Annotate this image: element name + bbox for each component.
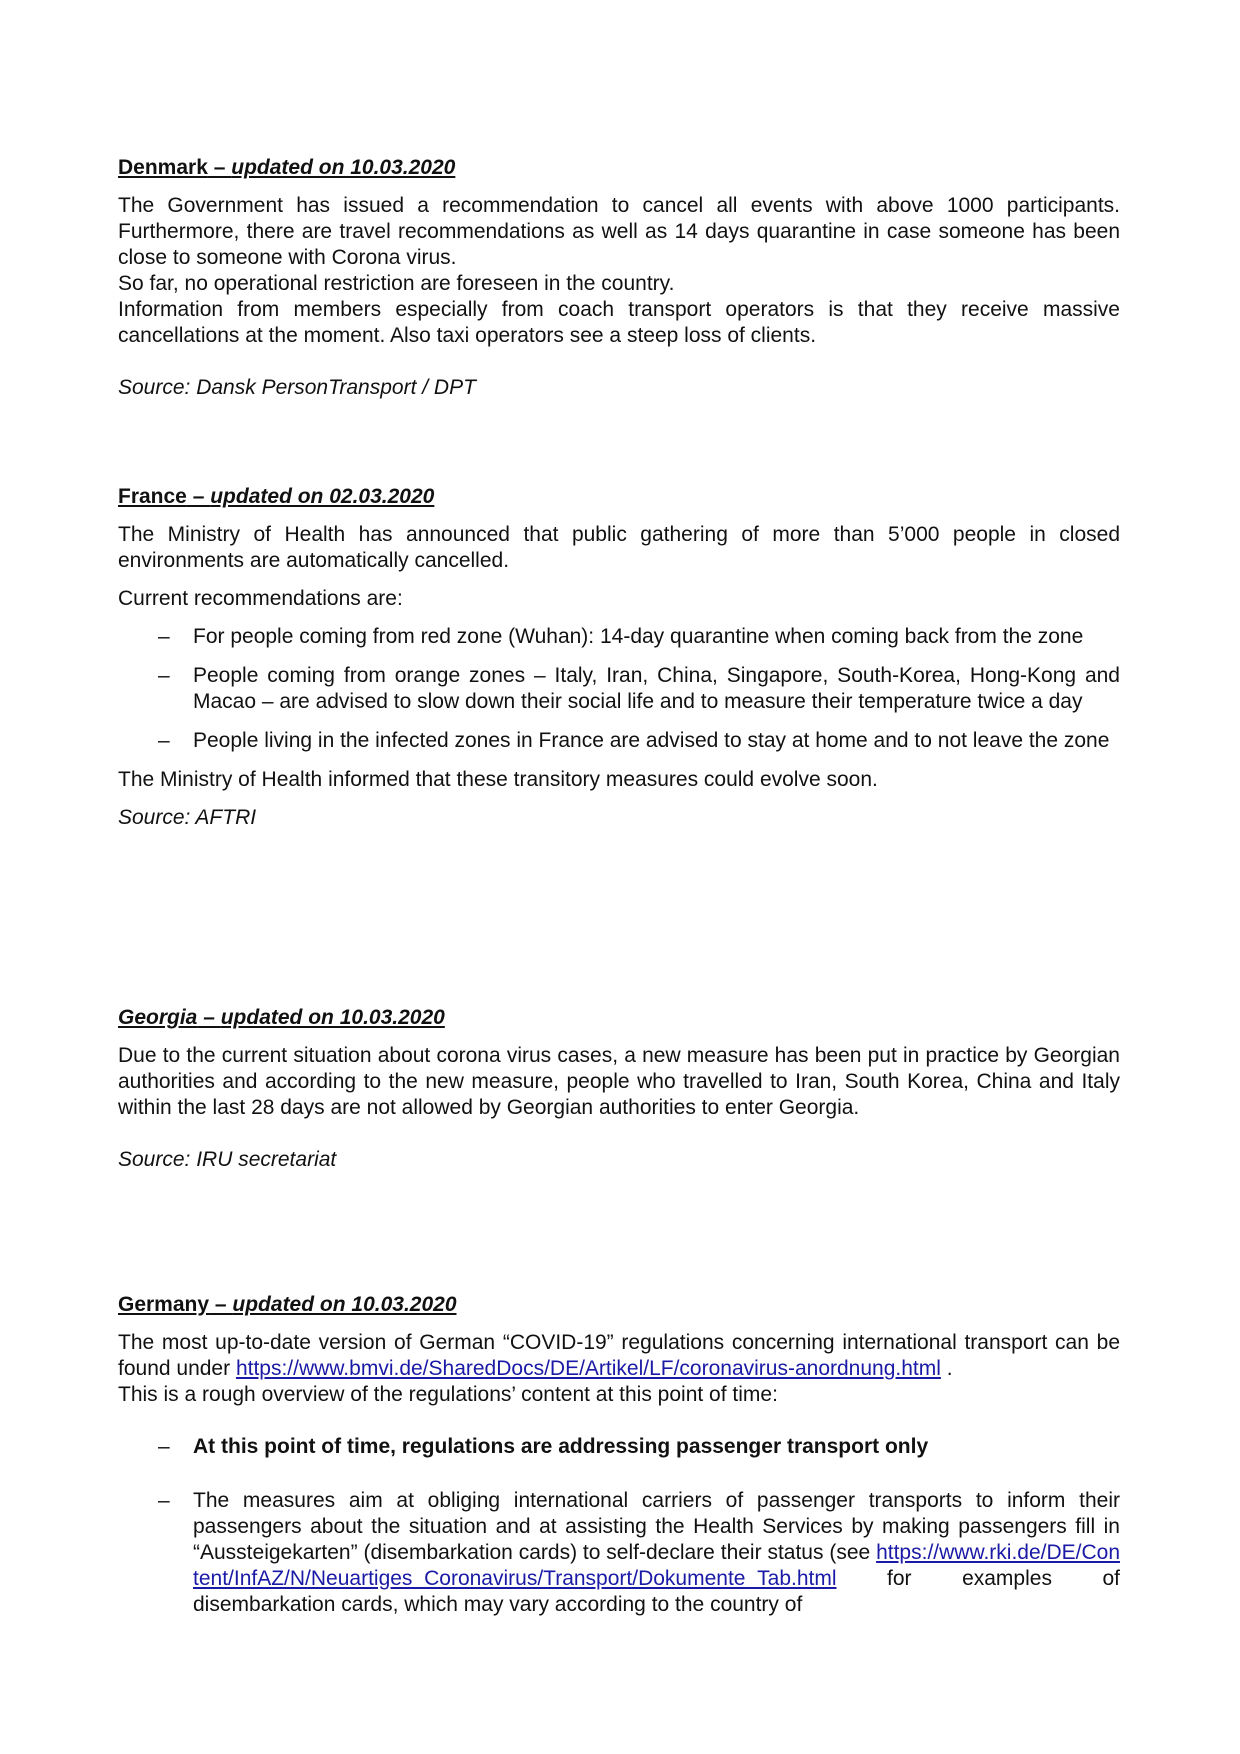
rki-link[interactable]: https://www.rki.de/DE/Content/InfAZ/N/Neuartiges_Coronavirus/Transport/Dokumente_Tab.html xyxy=(193,1541,1120,1590)
list-item: – At this point of time, regulations are addressing passenger transport only xyxy=(158,1435,929,1458)
body-paragraph: So far, no operational restriction are foreseen in the country. xyxy=(118,272,675,295)
section-denmark xyxy=(118,155,1120,401)
list-item: – The measures aim at obliging international carriers of passenger transports to inform their passengers about the situation and at assisting the Health Services by making passengers fill in “Aussteigekarten” (disembarkation cards) to self-declare their status (see https://www.rki.de/DE/Content/InfAZ/N/Neuartiges_Coronavirus/Transport/Dokumente_Tab.html for examples of disembarkation cards, which may vary according to the country of xyxy=(158,1489,1120,1616)
body-paragraph: The Government has issued a recommendation to cancel all events with above 1000 participants. Furthermore, there are travel recommendations as well as 14 days quarantine in case someone has been close to someone with Corona virus. xyxy=(118,194,1120,269)
section-heading: France – updated on 02.03.2020 xyxy=(118,485,435,508)
regulation-list xyxy=(118,1434,1120,1618)
dash-bullet-icon: – xyxy=(158,625,170,648)
body-paragraph: Due to the current situation about corona virus cases, a new measure has been put in practice by Georgian authorities and according to the new measure, people who travelled to Iran, South Korea, China and Italy within the last 28 days are not allowed by Georgian authorities to enter Georgia. xyxy=(118,1044,1120,1119)
country-name: Georgia xyxy=(118,1006,198,1029)
country-name: Denmark xyxy=(118,156,208,179)
updated-date: updated on 10.03.2020 xyxy=(220,1006,445,1029)
bmvi-link[interactable]: https://www.bmvi.de/SharedDocs/DE/Artikel/LF/coronavirus-anordnung.html xyxy=(235,1357,941,1380)
section-georgia xyxy=(118,1005,1120,1173)
dash-bullet-icon: – xyxy=(158,664,170,687)
source-line: Source: IRU secretariat xyxy=(118,1148,337,1171)
body-paragraph: The Ministry of Health informed that these transitory measures could evolve soon. xyxy=(118,768,878,791)
source-line: Source: AFTRI xyxy=(118,806,257,829)
country-name: Germany xyxy=(118,1293,210,1316)
updated-date: updated on 10.03.2020 xyxy=(232,1293,457,1316)
body-paragraph: The Ministry of Health has announced that public gathering of more than 5’000 people in closed environments are automatically cancelled. xyxy=(118,523,1120,572)
section-france xyxy=(118,484,1120,831)
section-germany xyxy=(118,1292,1120,1631)
updated-date: updated on 02.03.2020 xyxy=(210,485,435,508)
updated-date: updated on 10.03.2020 xyxy=(231,156,456,179)
body-paragraph: The most up-to-date version of German “COVID-19” regulations concerning international transport can be found under https://www.bmvi.de/SharedDocs/DE/Artikel/LF/coronavirus-anordnung.html . xyxy=(118,1331,1120,1380)
list-item: – People coming from orange zones – Italy, Iran, China, Singapore, South-Korea, Hong-Kong and Macao – are advised to slow down their social life and to measure their temperature twice a day xyxy=(158,664,1120,713)
body-paragraph: Information from members especially from coach transport operators is that they receive massive cancellations at the moment. Also taxi operators see a steep loss of clients. xyxy=(118,298,1120,347)
list-item: – For people coming from red zone (Wuhan): 14-day quarantine when coming back from the zone xyxy=(158,625,1084,648)
dash-bullet-icon: – xyxy=(158,729,170,752)
source-line: Source: Dansk PersonTransport / DPT xyxy=(118,376,476,399)
recommendation-list xyxy=(118,624,1120,754)
list-item: – People living in the infected zones in France are advised to stay at home and to not leave the zone xyxy=(158,729,1110,752)
dash-bullet-icon: – xyxy=(158,1489,170,1512)
list-intro: Current recommendations are: xyxy=(118,587,403,610)
body-paragraph: This is a rough overview of the regulations’ content at this point of time: xyxy=(118,1383,778,1406)
dash-bullet-icon: – xyxy=(158,1435,170,1458)
section-heading: Georgia – updated on 10.03.2020 xyxy=(118,1006,445,1029)
section-heading: Germany – updated on 10.03.2020 xyxy=(118,1293,457,1316)
country-name: France xyxy=(118,485,187,508)
section-heading: Denmark – updated on 10.03.2020 xyxy=(118,156,456,179)
